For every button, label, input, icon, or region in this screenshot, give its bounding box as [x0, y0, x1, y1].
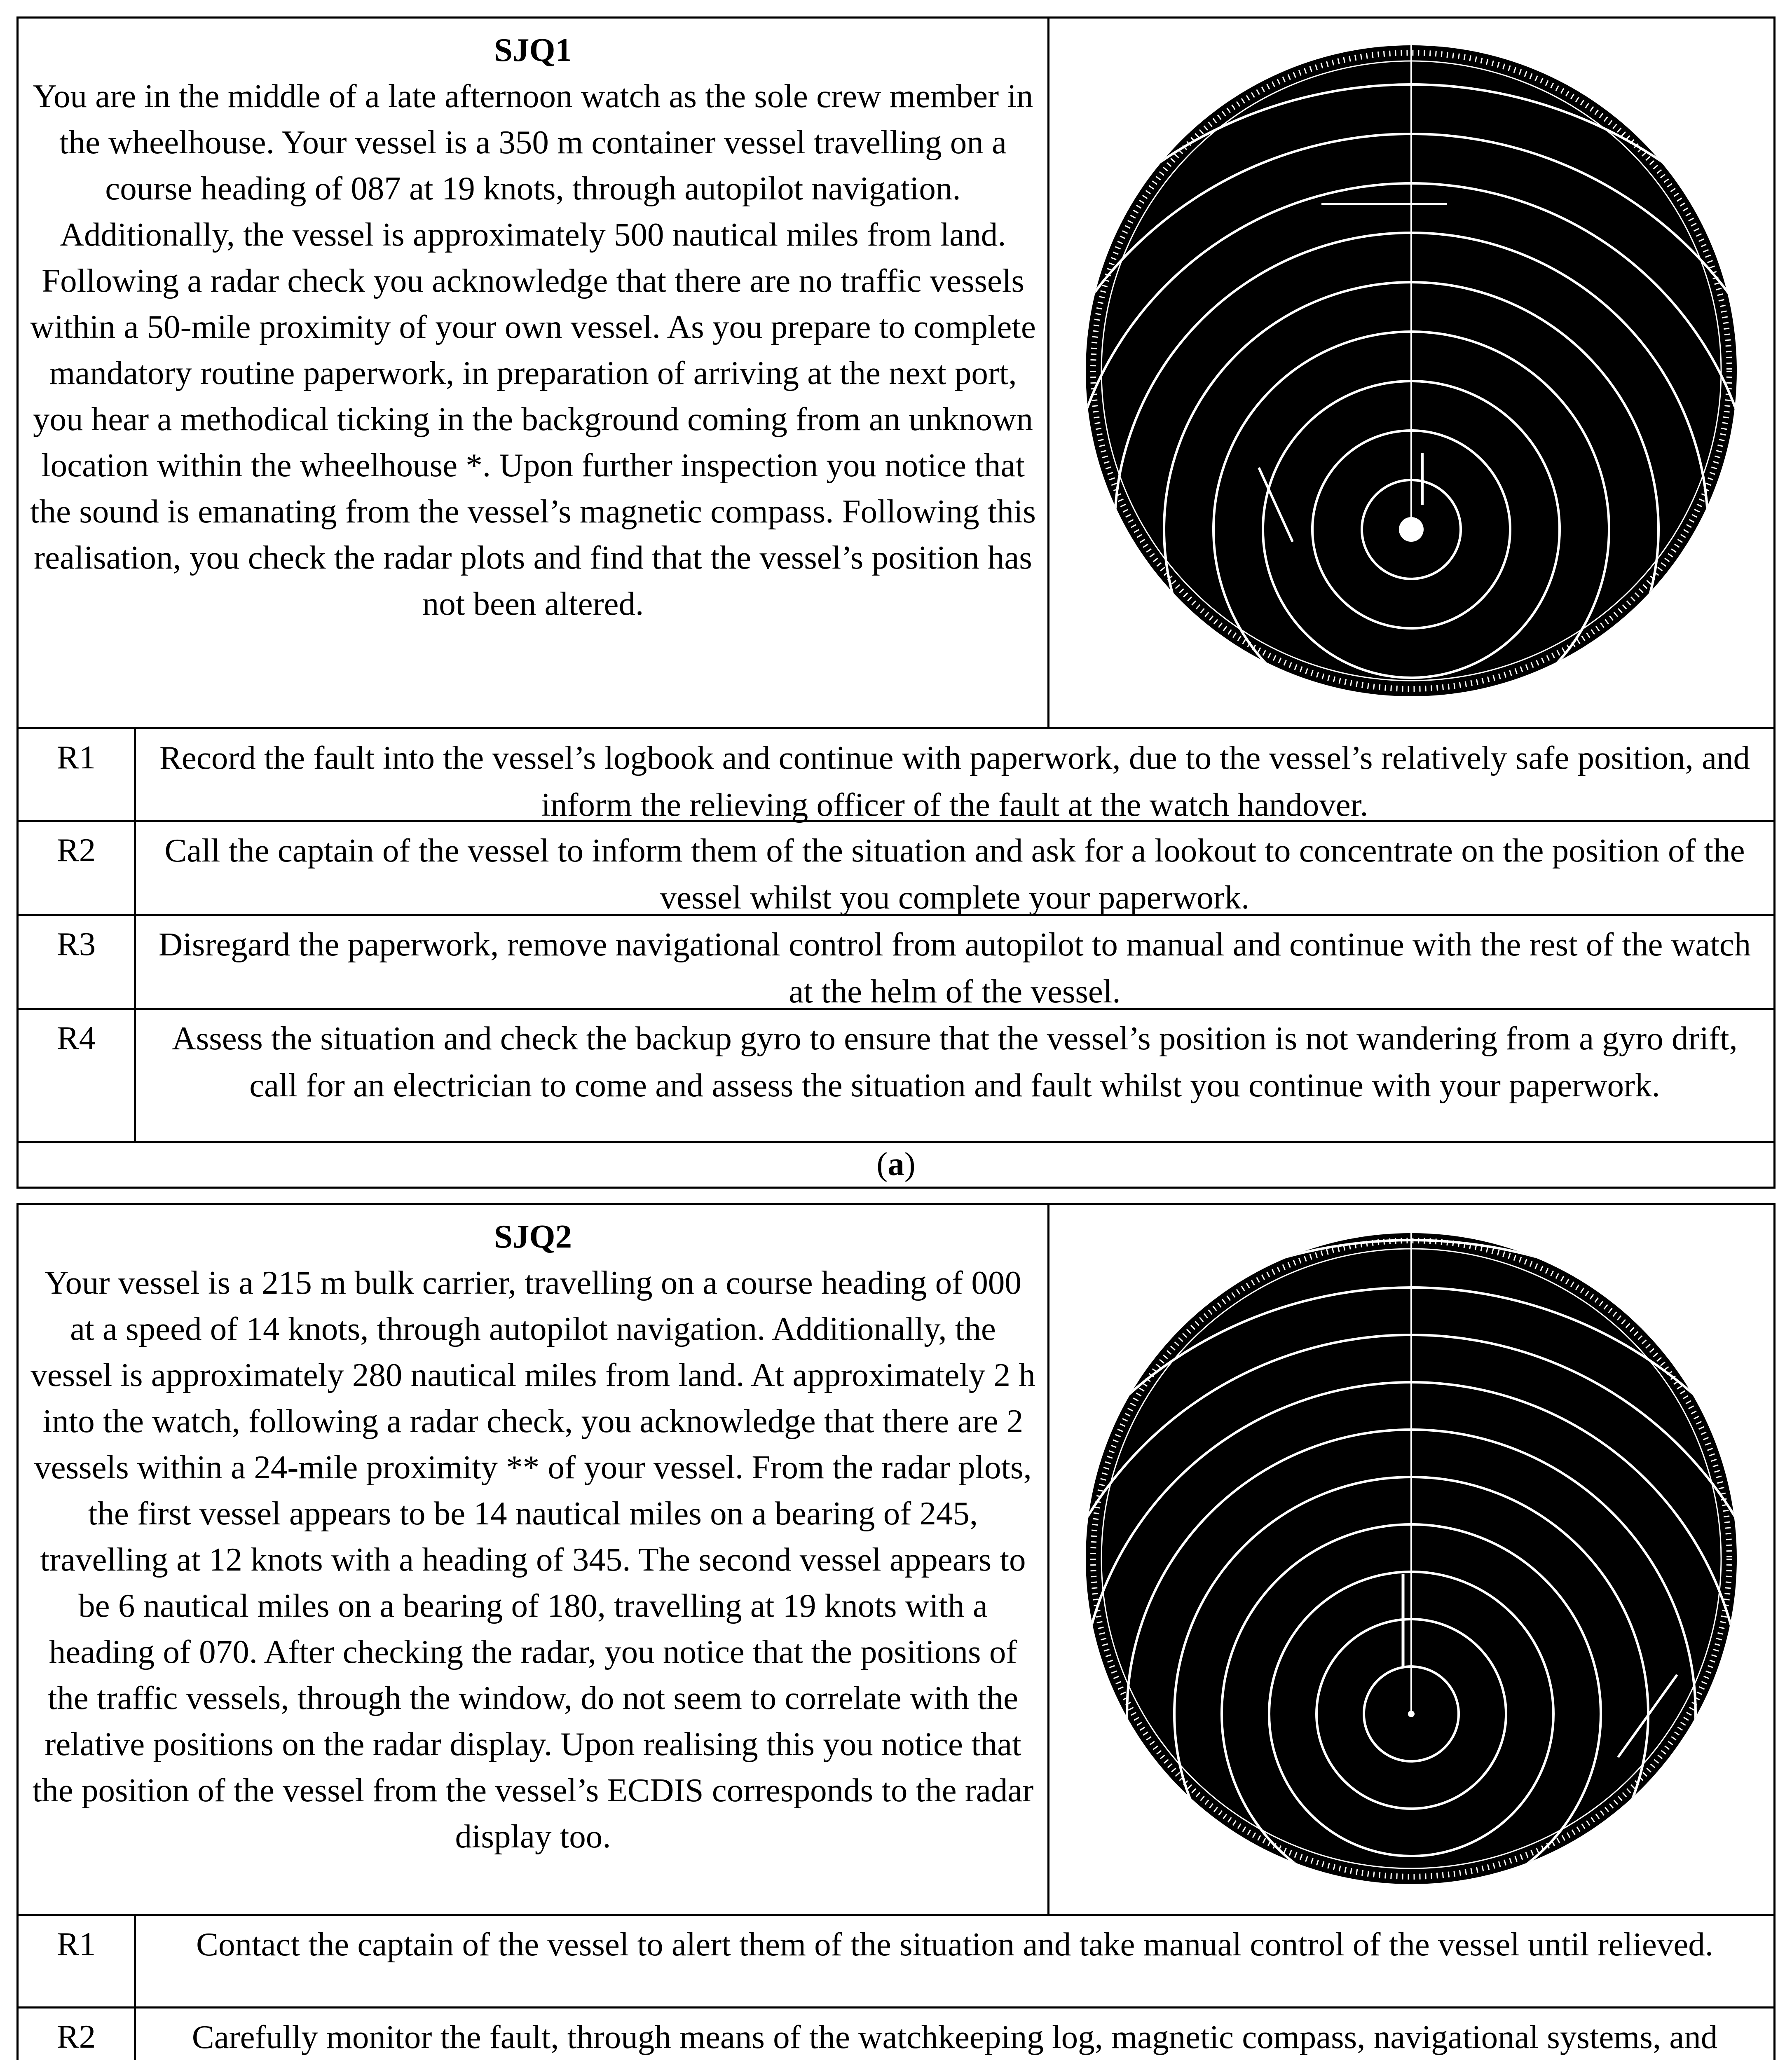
radar-display-b [1049, 1205, 1773, 1912]
scenario-description: Your vessel is a 215 m bulk carrier, travelling on a course heading of 000 at a speed of 14 knots, through autopilot navigation. Additionally, the vessel is approximately 280 nautical miles from land. At approximately 2 h into the watch, following a radar check, you acknowledge that there are 2 vessels within a 24-mile proximity ** of your vessel. From the radar plots, the first vessel appears to be 14 nautical miles on a bearing of 245, travelling at 12 knots with a heading of 345. The second vessel appears to be 6 nautical miles on a bearing of 180, travelling at 19 knots with a heading of 070. After checking the radar, you notice that the positions of the traffic vessels, through the window, do not seem to correlate with the relative positions on the radar display. Upon realising this you notice that the position of the vessel from the vessel’s ECDIS corresponds to the radar display too. [30, 1264, 1035, 1855]
response-row [19, 2008, 1773, 2060]
response-label: R3 [19, 916, 136, 1008]
response-row [19, 822, 1773, 916]
response-row [19, 916, 1773, 1010]
response-text: Contact the captain of the vessel to alert them of the situation and take manual control of the vessel until relieved. [196, 1926, 1714, 1963]
scenario-text-cell [19, 19, 1049, 727]
response-text: Assess the situation and check the backup gyro to ensure that the vessel’s position is not wandering from a gyro drift, call for an electrician to come and assess the situation and fault whilst you continue with your paperwork. [172, 1020, 1738, 1104]
radar-display-a [1049, 19, 1773, 725]
radar-cell [1049, 1205, 1773, 1914]
response-label: R1 [19, 729, 136, 820]
radar-cell [1049, 19, 1773, 727]
response-text: Record the fault into the vessel’s logbook and continue with paperwork, due to the vessel’s relatively safe position, and inform the relieving officer of the fault at the watch handover. [159, 739, 1750, 823]
scenario-row [19, 19, 1773, 729]
scenario-text-cell [19, 1205, 1049, 1914]
response-text: Disregard the paperwork, remove navigational control from autopilot to manual and continue with the rest of the watch at the helm of the vessel. [158, 926, 1751, 1010]
response-row [19, 1916, 1773, 2008]
response-label: R2 [19, 822, 136, 914]
own-ship-echo [1408, 1711, 1415, 1717]
scenario-row [19, 1205, 1773, 1916]
response-text: Call the captain of the vessel to inform them of the situation and ask for a lookout to concentrate on the position of the vessel whilst you complete your paperwork. [164, 832, 1745, 916]
response-text: Carefully monitor the fault, through means of the watchkeeping log, magnetic compass, navigational systems, and [192, 2018, 1718, 2055]
response-row [19, 729, 1773, 822]
response-label: R1 [19, 1916, 136, 2006]
panel-b [16, 1203, 1776, 2060]
own-ship-echo [1399, 517, 1424, 542]
response-row [19, 1010, 1773, 1143]
scenario-title: SJQ1 [494, 31, 572, 68]
panel-a [16, 16, 1776, 1189]
scenario-title: SJQ2 [494, 1218, 572, 1255]
response-label: R4 [19, 1010, 136, 1141]
scenario-description: You are in the middle of a late afternoon watch as the sole crew member in the wheelhouse. Your vessel is a 350 m container vessel travelling on a course heading of 087 at 19 knots, through autopilot navigation. Additionally, the vessel is approximately 500 nautical miles from land. Following a radar check you acknowledge that there are no traffic vessels within a 50-mile proximity of your own vessel. As you prepare to complete mandatory routine paperwork, in preparation of arriving at the next port, you hear a methodical ticking in the background coming from an unknown location within the wheelhouse *. Upon further inspection you notice that the sound is emanating from the vessel’s magnetic compass. Following this realisation, you check the radar plots and find that the vessel’s position has not been altered. [30, 77, 1036, 622]
response-label: R2 [19, 2008, 136, 2060]
figure-caption: (a) [876, 1145, 916, 1182]
